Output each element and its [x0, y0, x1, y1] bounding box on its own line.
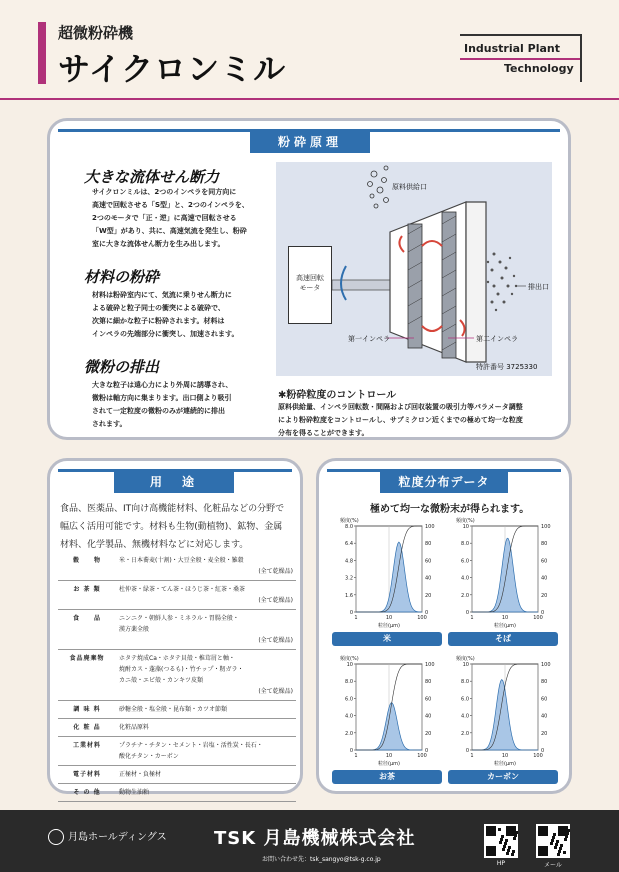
use-item-line: カニ殻・エビ殻・カンキツ皮類: [119, 677, 204, 684]
y-tick-label: 6.4: [345, 541, 353, 548]
y-tick-label: 8.0: [345, 524, 353, 530]
industry-tag: [460, 34, 582, 82]
x-tick-label: 10: [501, 615, 509, 621]
text-line: インペラの先端部分に衝突し、加速されます。: [92, 330, 239, 338]
text-line: 2つのモータで「正・逆」に高速で回転させる: [92, 214, 237, 222]
holdings-logo: [48, 828, 167, 845]
qr-hp-label: HP: [496, 860, 506, 867]
qr-module: [538, 846, 548, 856]
x-tick-label: 10: [501, 753, 509, 759]
y-tick-label: 4.0: [461, 575, 469, 582]
industry-tag-line1: Industrial Plant: [464, 42, 560, 55]
y2-tick-label: 60: [425, 696, 432, 703]
uses-title: 用 途: [114, 471, 234, 493]
use-category: そ の 他: [58, 784, 116, 802]
y2-tick-label: 100: [425, 662, 435, 668]
y2-tick-label: 60: [425, 558, 432, 565]
table-row: [58, 737, 296, 766]
use-items: [116, 610, 296, 650]
note-body: [278, 401, 560, 440]
y2-tick-label: 40: [425, 575, 432, 582]
y-axis-label: 頻度(%): [456, 656, 475, 662]
page-subtitle: 超微粉砕機: [58, 24, 134, 42]
section-heading: 微粉の排出: [84, 358, 160, 376]
use-item-line: ニンニク・朝鮮人参・ミネラル・胃腸全般・: [119, 615, 239, 622]
x-axis-label: 粒径(μm): [378, 623, 400, 629]
chart-title: 米: [332, 632, 442, 646]
text-line: よる破砕と粒子同士の衝突による破砕で、: [92, 304, 225, 312]
y2-tick-label: 60: [541, 696, 548, 703]
text-line: 材料は粉砕室内にて、気流に乗りせん断力に: [92, 291, 232, 299]
use-items: [116, 719, 296, 737]
accent-bar: [38, 22, 46, 84]
table-row: [58, 552, 296, 581]
qr-module: [511, 853, 514, 856]
text-line: 材料、化学製品、無機材料などに対応します。: [60, 540, 249, 550]
text-line: 分布を得ることができます。: [278, 429, 369, 437]
use-note: (全て乾燥品): [258, 688, 293, 695]
motor-label: モータ: [299, 284, 321, 292]
page-title: サイクロンミル: [58, 50, 287, 88]
use-item-line: 化粧品原料: [119, 724, 150, 731]
use-items: [116, 650, 296, 701]
corporate-name: TSK 月島機械株式会社: [214, 828, 416, 849]
qr-module: [513, 837, 516, 840]
y2-tick-label: 0: [541, 610, 545, 616]
use-category: 工業材料: [58, 737, 116, 766]
qr-module: [498, 828, 501, 831]
use-item-line: 酸化チタン・カーボン: [119, 753, 179, 760]
y-tick-label: 0: [349, 610, 353, 616]
chart-svg: [332, 512, 442, 630]
y2-tick-label: 80: [425, 679, 432, 686]
y-tick-label: 8.0: [461, 541, 469, 548]
chart-title: カーボン: [448, 770, 558, 784]
use-item-line: 砂糖全般・塩全般・昆布類・カツオ節類: [119, 706, 228, 713]
y2-tick-label: 40: [425, 713, 432, 720]
x-tick-label: 1: [354, 615, 358, 621]
use-item-line: 動物生油粕: [119, 789, 150, 796]
y2-tick-label: 20: [541, 592, 548, 599]
use-item-line: 杜仲茶・緑茶・てん茶・ほうじ茶・紅茶・桑茶: [119, 586, 246, 593]
table-row: [58, 581, 296, 610]
y-axis-label: 頻度(%): [340, 518, 359, 524]
table-row: [58, 701, 296, 719]
inlet-label: 原料供給口: [392, 183, 427, 191]
x-tick-label: 1: [354, 753, 358, 759]
distribution-chart: [332, 512, 442, 646]
table-row: [58, 784, 296, 802]
chart-title: そば: [448, 632, 558, 646]
y-tick-label: 2.0: [461, 592, 469, 599]
distribution-chart: [448, 512, 558, 646]
note-heading: ✱粉砕粒度のコントロール: [278, 390, 397, 401]
use-items: [116, 737, 296, 766]
x-tick-label: 100: [533, 615, 543, 621]
y-tick-label: 2.0: [345, 730, 353, 737]
x-tick-label: 1: [470, 753, 474, 759]
y-tick-label: 6.0: [461, 696, 469, 703]
qr-module: [486, 846, 496, 856]
contact-line: お問い合わせ先：tsk_sangyo@tsk-g.co.jp: [262, 856, 381, 863]
x-tick-label: 10: [385, 753, 393, 759]
qr-module: [538, 826, 548, 836]
y2-tick-label: 80: [541, 679, 548, 686]
holdings-name: 月島ホールディングス: [68, 832, 167, 843]
table-row: [58, 719, 296, 737]
y-tick-label: 0: [349, 748, 353, 754]
use-category: 化 粧 品: [58, 719, 116, 737]
y-tick-label: 0: [465, 748, 469, 754]
qr-module: [550, 842, 553, 845]
y2-tick-label: 80: [425, 541, 432, 548]
y-tick-label: 0: [465, 610, 469, 616]
motor-label: 高速回転: [296, 274, 324, 282]
text-line: されて一定粒度の微粉のみが連続的に排出: [92, 407, 225, 415]
text-line: 食品、医薬品、IT向け高機能材料、化粧品などの分野で: [60, 504, 285, 514]
section-body: [92, 186, 282, 251]
text-line: 高速で回転させる「S型」と、2つのインペラを、: [92, 201, 249, 209]
use-items: [116, 784, 296, 802]
text-line: 微粉は軸方向に集まります。出口側より吸引: [92, 394, 232, 402]
y2-tick-label: 20: [425, 592, 432, 599]
qr-module: [499, 841, 502, 844]
use-item-line: プラチナ・チタン・セメント・岩塩・活性炭・長石・: [119, 742, 263, 749]
qr-module: [563, 851, 566, 854]
principle-title: 粉砕原理: [250, 131, 370, 153]
patent-number: 特許番号 3725330: [476, 363, 538, 371]
y2-tick-label: 100: [541, 524, 551, 530]
table-row: [58, 766, 296, 784]
y2-tick-label: 0: [425, 610, 429, 616]
text-line: されます。: [92, 420, 127, 428]
table-row: [58, 650, 296, 701]
y2-tick-label: 20: [541, 730, 548, 737]
x-tick-label: 10: [385, 615, 393, 621]
use-items: [116, 701, 296, 719]
text-line: 「W型」があり、共に、高速気流を発生し、粉砕: [92, 227, 247, 235]
industry-tag-rule: [460, 58, 580, 60]
uses-table: [58, 552, 296, 802]
use-item-line: ホタテ焼成Ca・ホタテ貝殻・椎茸屑と軸・: [119, 655, 235, 662]
use-category: 電子材料: [58, 766, 116, 784]
y2-tick-label: 80: [541, 541, 548, 548]
y2-tick-label: 60: [541, 558, 548, 565]
text-line: により粉砕粒度をコントロールし、サブミクロン近くまでの極めて均一な粒度: [278, 416, 523, 424]
y-axis-label: 頻度(%): [340, 656, 359, 662]
use-category: 食品廃棄物: [58, 650, 116, 701]
qr-code-mail-icon[interactable]: [536, 824, 570, 858]
y-tick-label: 6.0: [345, 696, 353, 703]
use-item-line: 焼酎カス・蓬藻(つるも)・竹チップ・籾ガラ・: [119, 666, 244, 673]
use-category: 食 品: [58, 610, 116, 650]
y-tick-label: 10: [462, 662, 469, 668]
x-tick-label: 100: [417, 615, 427, 621]
use-category: 調 味 料: [58, 701, 116, 719]
outlet-label: 排出口: [528, 283, 549, 291]
y-tick-label: 8.0: [345, 679, 353, 686]
y2-tick-label: 0: [425, 748, 429, 754]
qr-module: [554, 846, 557, 849]
distribution-chart: [332, 650, 442, 784]
use-note: (全て乾燥品): [258, 637, 293, 644]
y-tick-label: 4.0: [461, 713, 469, 720]
y2-tick-label: 20: [425, 730, 432, 737]
text-line: 室に大きな流体せん断力を生み出します。: [92, 240, 225, 248]
distribution-subtitle: 極めて均一な微粉末が得られます。: [370, 504, 530, 515]
industry-tag-line2: Technology: [504, 62, 574, 75]
use-items: [116, 766, 296, 784]
qr-module: [506, 852, 509, 855]
y-tick-label: 10: [462, 524, 469, 530]
y-tick-label: 4.8: [345, 558, 353, 565]
text-line: 次第に細かな粒子に粉砕されます。材料は: [92, 317, 225, 325]
qr-module: [502, 848, 505, 851]
y-tick-label: 8.0: [461, 679, 469, 686]
chart-title: お茶: [332, 770, 442, 784]
footer: [0, 810, 619, 872]
motor-box: [288, 246, 332, 324]
x-tick-label: 100: [417, 753, 427, 759]
y-tick-label: 10: [346, 662, 353, 668]
use-category: お 茶 類: [58, 581, 116, 610]
chart-svg: [448, 650, 558, 768]
y2-tick-label: 0: [541, 748, 545, 754]
header: [0, 0, 619, 100]
y2-tick-label: 100: [541, 662, 551, 668]
holdings-icon: [48, 829, 64, 845]
section-body: [92, 289, 282, 341]
x-tick-label: 1: [470, 615, 474, 621]
use-note: (全て乾燥品): [258, 568, 293, 575]
chart-svg: [332, 650, 442, 768]
impeller1-label: 第一インペラ: [348, 335, 390, 343]
y-tick-label: 6.0: [461, 558, 469, 565]
impeller2-label: 第二インペラ: [476, 335, 518, 343]
section-body: [92, 379, 282, 431]
table-row: [58, 610, 296, 650]
qr-module: [509, 833, 512, 836]
distribution-chart: [448, 650, 558, 784]
y2-tick-label: 100: [425, 524, 435, 530]
section-heading: 大きな流体せん断力: [84, 168, 220, 186]
distribution-title: 粒度分布データ: [380, 471, 508, 493]
y-axis-label: 頻度(%): [456, 518, 475, 524]
y-tick-label: 4.0: [345, 713, 353, 720]
use-item-line: 米・日本蕎麦(十割)・大豆全般・麦全般・雑穀: [119, 557, 244, 564]
qr-module: [564, 838, 567, 841]
qr-module: [486, 826, 496, 836]
x-axis-label: 粒径(μm): [494, 761, 516, 767]
x-axis-label: 粒径(μm): [494, 623, 516, 629]
text-line: 原料供給量、インペラ回転数・間隔および回収装置の吸引力等パラメータ調整: [278, 403, 523, 411]
use-item-line: 漢方薬全般: [119, 626, 150, 633]
y2-tick-label: 40: [541, 575, 548, 582]
y-tick-label: 1.6: [345, 592, 353, 599]
mill-diagram: [276, 162, 552, 376]
text-line: 幅広く活用可能です。材料も生物(動植物)、鉱物、金属: [60, 522, 283, 532]
section-heading: 材料の粉砕: [84, 268, 160, 286]
chart-svg: [448, 512, 558, 630]
qr-module: [561, 831, 564, 834]
use-item-line: 正極材・負極材: [119, 771, 162, 778]
qr-code-hp-icon[interactable]: [484, 824, 518, 858]
x-tick-label: 100: [533, 753, 543, 759]
use-items: [116, 581, 296, 610]
use-items: [116, 552, 296, 581]
x-axis-label: 粒径(μm): [378, 761, 400, 767]
use-category: 穀 物: [58, 552, 116, 581]
qr-module: [557, 853, 560, 856]
uses-intro: [60, 500, 296, 554]
text-line: 大きな粒子は遠心力により外周に誘導され、: [92, 381, 233, 389]
y2-tick-label: 40: [541, 713, 548, 720]
qr-mail-label: メール: [544, 862, 562, 869]
text-line: サイクロンミルは、2つのインペラを同方向に: [92, 188, 237, 196]
use-note: (全て乾燥品): [258, 597, 293, 604]
y-tick-label: 2.0: [461, 730, 469, 737]
y-tick-label: 3.2: [345, 575, 353, 582]
